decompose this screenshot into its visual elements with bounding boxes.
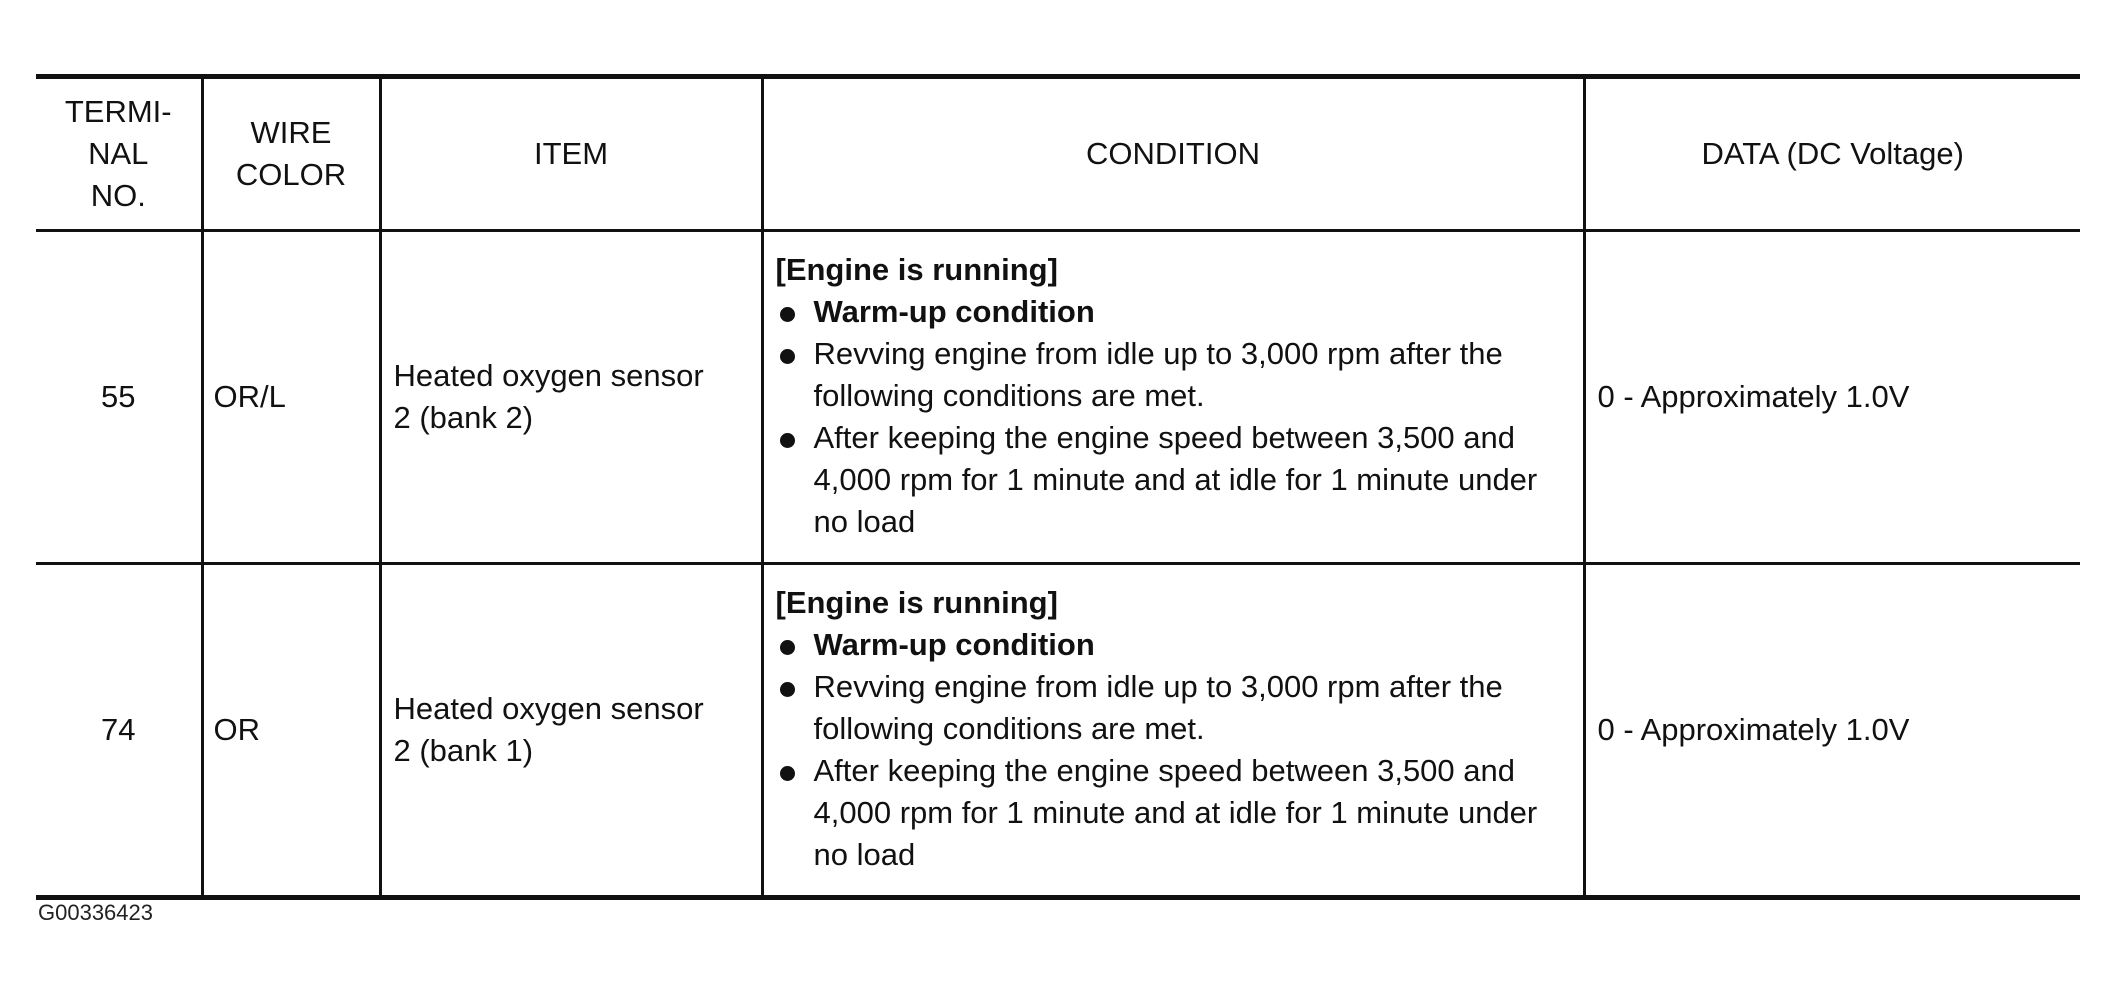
item-cell: Heated oxygen sensor 2 (bank 1) xyxy=(380,564,762,898)
condition-heading: [Engine is running] xyxy=(775,252,1058,287)
header-condition: CONDITION xyxy=(762,77,1584,231)
condition-cell xyxy=(762,564,1584,898)
wire-color-cell: OR xyxy=(202,564,380,898)
item-cell: Heated oxygen sensor 2 (bank 2) xyxy=(380,231,762,564)
terminal-number-cell: 55 xyxy=(36,231,202,564)
header-terminal-no: TERMI- NAL NO. xyxy=(36,77,202,231)
header-data: DATA (DC Voltage) xyxy=(1584,77,2080,231)
figure-id: G00336423 xyxy=(38,900,153,925)
header-item: ITEM xyxy=(380,77,762,231)
data-voltage-cell: 0 - Approximately 1.0V xyxy=(1584,564,2080,898)
terminal-number-cell: 74 xyxy=(36,564,202,898)
condition-item: Warm-up condition xyxy=(776,291,1573,333)
terminal-data-table xyxy=(36,74,2080,900)
condition-item: Warm-up condition xyxy=(776,624,1573,666)
header-row xyxy=(36,77,2080,231)
table-row xyxy=(36,231,2080,564)
wire-color-cell: OR/L xyxy=(202,231,380,564)
table-row xyxy=(36,564,2080,898)
condition-item: After keeping the engine speed between 3,500 and 4,000 rpm for 1 minute and at idle for 1 minute under no load xyxy=(776,417,1573,543)
condition-item: Revving engine from idle up to 3,000 rpm after the following conditions are met. xyxy=(776,333,1573,417)
condition-list xyxy=(776,624,1573,876)
data-voltage-cell: 0 - Approximately 1.0V xyxy=(1584,231,2080,564)
header-wire-color: WIRE COLOR xyxy=(202,77,380,231)
condition-heading: [Engine is running] xyxy=(775,585,1058,620)
terminal-data-table-container xyxy=(36,74,2080,900)
condition-cell xyxy=(762,231,1584,564)
condition-item: After keeping the engine speed between 3,500 and 4,000 rpm for 1 minute and at idle for 1 minute under no load xyxy=(776,750,1573,876)
condition-list xyxy=(776,291,1573,543)
condition-item: Revving engine from idle up to 3,000 rpm after the following conditions are met. xyxy=(776,666,1573,750)
